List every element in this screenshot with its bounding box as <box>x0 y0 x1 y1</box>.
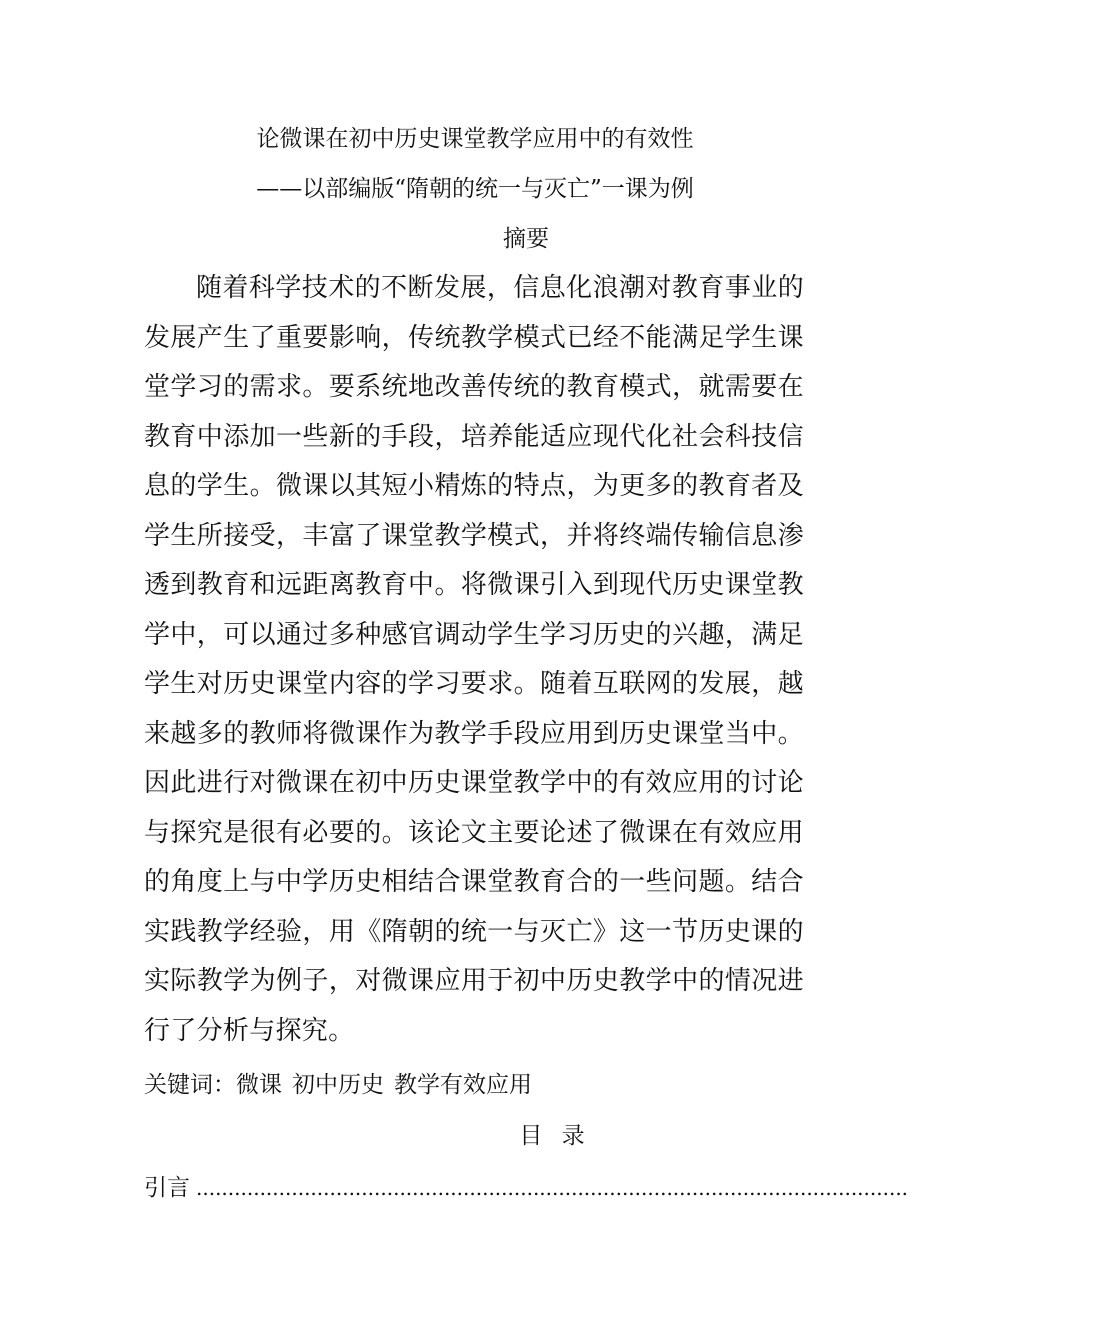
toc-entry[interactable] <box>144 1170 909 1206</box>
document-subtitle: ——以部编版“隋朝的统一与灭亡”一课为例 <box>256 176 694 202</box>
document-title: 论微课在初中历史课堂教学应用中的有效性 <box>256 126 694 152</box>
toc-heading: 目 录 <box>519 1123 591 1149</box>
abstract-text: 随着科学技术的不断发展，信息化浪潮对教育事业的发展产生了重要影响，传统教学模式已经不能满足学生课堂学习的需求。要系统地改善传统的教育模式，就需要在教育中添加一些新的手段，培养能适应现代化社会科技信息的学生。微课以其短小精炼的特点，为更多的教育者及学生所接受，丰富了课堂教学模式，并将终端传输信息渗透到教育和远距离教育中。将微课引入到现代历史课堂教学中，可以通过多种感官调动学生学习历史的兴趣，满足学生对历史课堂内容的学习要求。随着互联网的发展，越来越多的教师将微课作为教学手段应用到历史课堂当中。因此进行对微课在初中历史课堂教学中的有效应用的讨论与探究是很有必要的。该论文主要论述了微课在有效应用的角度上与中学历史相结合课堂教育合的一些问题。结合实践教学经验，用《隋朝的统一与灭亡》这一节历史课的实际教学为例子，对微课应用于初中历史教学中的情况进行了分析与探究。 <box>144 273 804 1046</box>
keywords-line <box>144 1067 542 1103</box>
toc-leader-dots: ................................................................................................................ <box>196 1176 909 1200</box>
keyword-item: 初中历史 <box>292 1072 384 1098</box>
keyword-item: 微课 <box>236 1072 282 1098</box>
keyword-item: 教学有效应用 <box>394 1072 532 1098</box>
toc-entry-label: 引言 <box>144 1175 190 1201</box>
abstract-heading: 摘要 <box>503 226 549 252</box>
keywords-label: 关键词： <box>144 1072 236 1098</box>
